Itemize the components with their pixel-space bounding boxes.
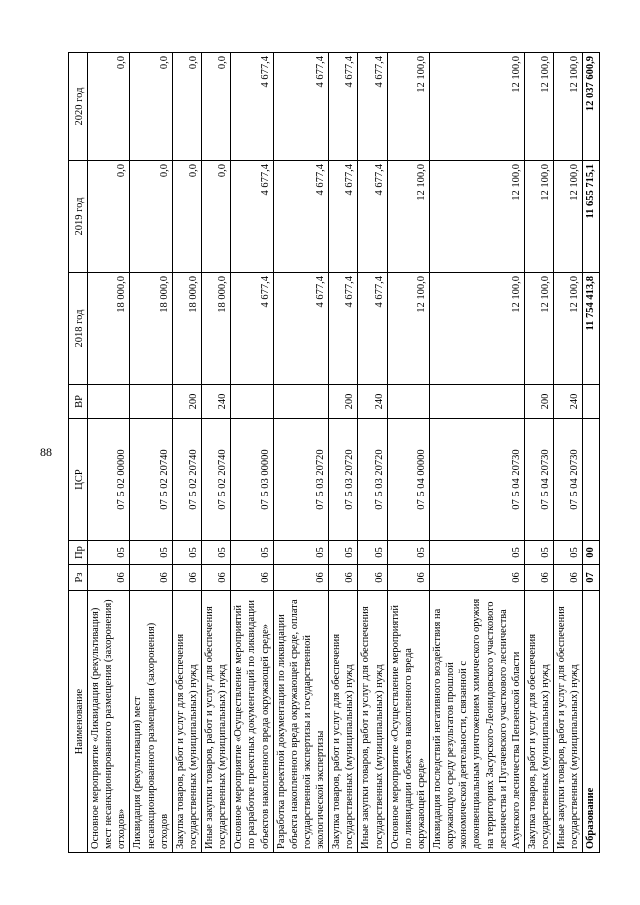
- table-row: [554, 53, 583, 853]
- cell-y2018: 12 100,0: [524, 273, 553, 385]
- cell-y2020: 12 100,0: [430, 53, 525, 161]
- cell-name: Закупка товаров, работ и услуг для обеспечения государственных (муниципальных) нужд: [329, 591, 358, 853]
- cell-y2018: 4 677,4: [231, 273, 273, 385]
- cell-y2018: 4 677,4: [358, 273, 387, 385]
- cell-pr: 05: [430, 541, 525, 565]
- cell-csr: 07 5 02 20740: [172, 419, 201, 541]
- cell-y2019: 12 100,0: [387, 161, 429, 273]
- cell-vr: 240: [358, 385, 387, 419]
- table-row: [273, 53, 329, 853]
- cell-y2020: 0,0: [130, 53, 172, 161]
- cell-csr: 07 5 02 20740: [130, 419, 172, 541]
- cell-csr: 07 5 04 00000: [387, 419, 429, 541]
- cell-y2019: 0,0: [88, 161, 130, 273]
- cell-csr: 07 5 04 20730: [430, 419, 525, 541]
- cell-rz: 06: [202, 565, 231, 591]
- header-rz: Рз: [69, 565, 88, 591]
- cell-y2020: 0,0: [202, 53, 231, 161]
- header-2019: 2019 год: [69, 161, 88, 273]
- cell-vr: [88, 385, 130, 419]
- cell-y2020: 12 100,0: [387, 53, 429, 161]
- cell-y2018: 12 100,0: [554, 273, 583, 385]
- cell-name: Основное мероприятие «Ликвидация (рекультивация) мест несанкционированного размещения (захоронения) отходов»: [88, 591, 130, 853]
- cell-y2018: 4 677,4: [329, 273, 358, 385]
- cell-vr: [583, 385, 599, 419]
- table-row: [387, 53, 429, 853]
- cell-name: Основное мероприятие «Осуществление мероприятий по разработке проектных документаций по ликвидации объектов накопленного вреда окружающей среде»: [231, 591, 273, 853]
- cell-csr: 07 5 03 00000: [231, 419, 273, 541]
- cell-csr: [583, 419, 599, 541]
- cell-rz: 06: [231, 565, 273, 591]
- cell-rz: 06: [172, 565, 201, 591]
- cell-pr: 05: [130, 541, 172, 565]
- table-row: [524, 53, 553, 853]
- cell-y2020: 4 677,4: [231, 53, 273, 161]
- table-row: [231, 53, 273, 853]
- cell-pr: 05: [88, 541, 130, 565]
- cell-csr: 07 5 02 00000: [88, 419, 130, 541]
- cell-rz: 06: [329, 565, 358, 591]
- cell-pr: 05: [329, 541, 358, 565]
- table-row: [202, 53, 231, 853]
- cell-pr: 00: [583, 541, 599, 565]
- cell-y2020: 4 677,4: [358, 53, 387, 161]
- cell-name: Иные закупки товаров, работ и услуг для обеспечения государственных (муниципальных) нужд: [554, 591, 583, 853]
- cell-pr: 05: [524, 541, 553, 565]
- cell-y2018: 18 000,0: [88, 273, 130, 385]
- cell-vr: [130, 385, 172, 419]
- cell-name: Иные закупки товаров, работ и услуг для обеспечения государственных (муниципальных) нужд: [358, 591, 387, 853]
- cell-csr: 07 5 02 20740: [202, 419, 231, 541]
- cell-name: Основное мероприятие «Осуществление мероприятий по ликвидации объектов накопленного вреда окружающей среде»: [387, 591, 429, 853]
- cell-pr: 05: [358, 541, 387, 565]
- cell-rz: 06: [273, 565, 329, 591]
- cell-vr: [387, 385, 429, 419]
- cell-y2020: 12 037 600,9: [583, 53, 599, 161]
- cell-name: Образование: [583, 591, 599, 853]
- cell-name: Ликвидация (рекультивация) мест несанкционированного размещения (захоронения) отходов: [130, 591, 172, 853]
- cell-y2019: 4 677,4: [358, 161, 387, 273]
- cell-pr: 05: [273, 541, 329, 565]
- cell-y2018: 4 677,4: [273, 273, 329, 385]
- cell-vr: 200: [172, 385, 201, 419]
- table-row: [430, 53, 525, 853]
- cell-y2018: 12 100,0: [430, 273, 525, 385]
- budget-table: [68, 52, 600, 853]
- cell-y2019: 0,0: [172, 161, 201, 273]
- table-row: [329, 53, 358, 853]
- cell-y2019: 11 655 715,1: [583, 161, 599, 273]
- header-pr: Пр: [69, 541, 88, 565]
- cell-y2019: 0,0: [202, 161, 231, 273]
- cell-y2019: 12 100,0: [554, 161, 583, 273]
- cell-rz: 06: [554, 565, 583, 591]
- cell-csr: 07 5 04 20730: [524, 419, 553, 541]
- cell-y2018: 12 100,0: [387, 273, 429, 385]
- header-csr: ЦСР: [69, 419, 88, 541]
- cell-pr: 05: [387, 541, 429, 565]
- cell-vr: 240: [554, 385, 583, 419]
- cell-name: Закупка товаров, работ и услуг для обеспечения государственных (муниципальных) нужд: [524, 591, 553, 853]
- cell-y2020: 12 100,0: [524, 53, 553, 161]
- table-row: [130, 53, 172, 853]
- table-row: [358, 53, 387, 853]
- cell-vr: [273, 385, 329, 419]
- cell-name: Закупка товаров, работ и услуг для обеспечения государственных (муниципальных) нужд: [172, 591, 201, 853]
- table-row: [172, 53, 201, 853]
- cell-vr: 240: [202, 385, 231, 419]
- cell-y2020: 12 100,0: [554, 53, 583, 161]
- cell-name: Разработка проектной документации по ликвидации объекта накопленного вреда окружающей среде, оплата государственной экспертизы и государственной экологической экспертизы: [273, 591, 329, 853]
- cell-pr: 05: [231, 541, 273, 565]
- cell-name: Иные закупки товаров, работ и услуг для обеспечения государственных (муниципальных) нужд: [202, 591, 231, 853]
- cell-vr: 200: [329, 385, 358, 419]
- cell-y2018: 11 754 413,8: [583, 273, 599, 385]
- cell-y2018: 18 000,0: [202, 273, 231, 385]
- total-row: [583, 53, 599, 853]
- cell-rz: 06: [430, 565, 525, 591]
- cell-y2018: 18 000,0: [130, 273, 172, 385]
- header-2020: 2020 год: [69, 53, 88, 161]
- cell-y2019: 12 100,0: [524, 161, 553, 273]
- cell-y2020: 4 677,4: [273, 53, 329, 161]
- rotated-table-container: [68, 53, 597, 853]
- cell-pr: 05: [554, 541, 583, 565]
- header-row: [69, 53, 88, 853]
- header-vr: ВР: [69, 385, 88, 419]
- cell-rz: 06: [387, 565, 429, 591]
- cell-y2020: 0,0: [172, 53, 201, 161]
- cell-y2019: 4 677,4: [273, 161, 329, 273]
- cell-pr: 05: [202, 541, 231, 565]
- cell-vr: [231, 385, 273, 419]
- page-number: 88: [40, 445, 52, 459]
- cell-csr: 07 5 03 20720: [358, 419, 387, 541]
- cell-pr: 05: [172, 541, 201, 565]
- cell-y2019: 12 100,0: [430, 161, 525, 273]
- cell-y2018: 18 000,0: [172, 273, 201, 385]
- cell-name: Ликвидация последствий негативного воздействия на окружающую среду результатов прошлой экономической деятельности, связанной с доконвенциальным уничтожением химического оружия на территориях Засурского-Леонидовского участкового лесничества и Пугачевского участкового лесничества Ахунского лесничества Пензенской области: [430, 591, 525, 853]
- table-row: [88, 53, 130, 853]
- cell-csr: 07 5 03 20720: [273, 419, 329, 541]
- cell-csr: 07 5 04 20730: [554, 419, 583, 541]
- cell-rz: 06: [130, 565, 172, 591]
- cell-y2019: 4 677,4: [329, 161, 358, 273]
- cell-rz: 07: [583, 565, 599, 591]
- cell-y2019: 0,0: [130, 161, 172, 273]
- cell-vr: [430, 385, 525, 419]
- cell-vr: 200: [524, 385, 553, 419]
- cell-csr: 07 5 03 20720: [329, 419, 358, 541]
- cell-y2019: 4 677,4: [231, 161, 273, 273]
- cell-y2020: 4 677,4: [329, 53, 358, 161]
- header-2018: 2018 год: [69, 273, 88, 385]
- cell-rz: 06: [358, 565, 387, 591]
- header-name: Наименование: [69, 591, 88, 853]
- cell-y2020: 0,0: [88, 53, 130, 161]
- cell-rz: 06: [88, 565, 130, 591]
- cell-rz: 06: [524, 565, 553, 591]
